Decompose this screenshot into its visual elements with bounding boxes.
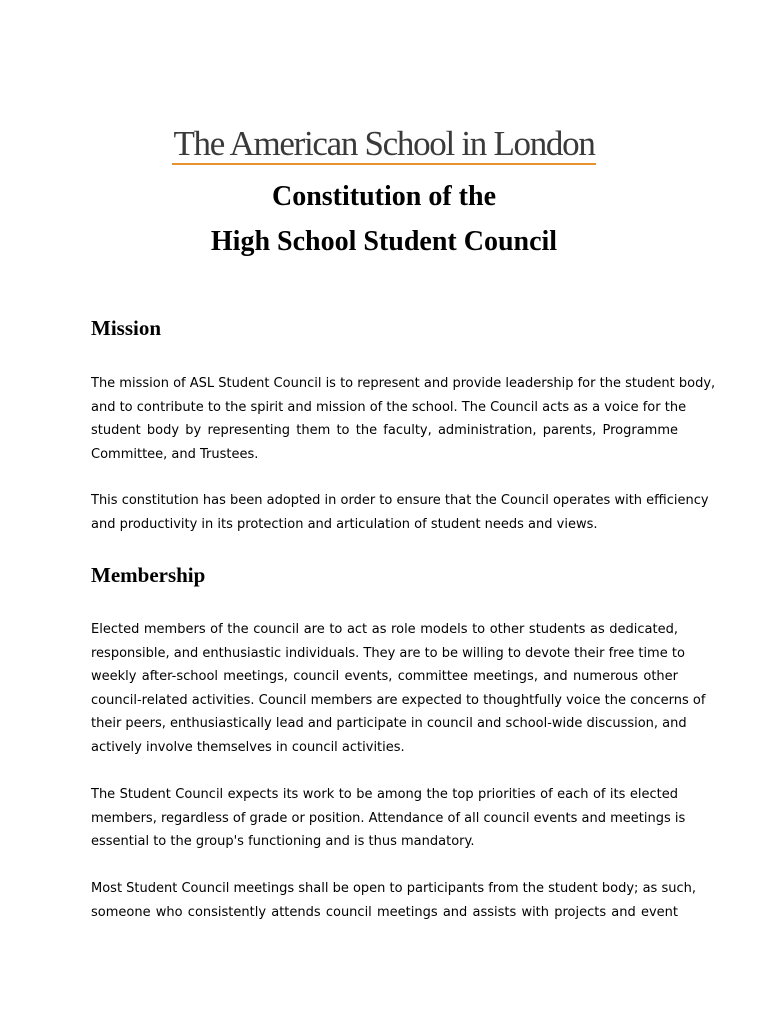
mission-paragraph-2 [91, 489, 709, 536]
text-line: Committee, and Trustees. [91, 446, 259, 462]
mission-heading: Mission [91, 316, 162, 340]
text-line: responsible, and enthusiastic individuals. They are to be willing to devote their free time to [91, 645, 685, 661]
membership-paragraph-1 [91, 618, 706, 759]
document-title-line-2: High School Student Council [210, 226, 558, 257]
text-line: their peers, enthusiastically lead and participate in council and school-wide discussion, and [91, 716, 687, 731]
text-line: someone who consistently attends council meetings and assists with projects and event [91, 904, 678, 920]
text-line: and to contribute to the spirit and mission of the school. The Council acts as a voice for the [91, 399, 687, 415]
text-line: council-related activities. Council members are expected to thoughtfully voice the concerns of [91, 692, 706, 708]
text-line: actively involve themselves in council activities. [91, 739, 405, 755]
text-line: Elected members of the council are to act as role models to other students as dedicated, [91, 622, 678, 637]
text-line: Most Student Council meetings shall be open to participants from the student body; as such, [91, 881, 696, 896]
text-line: weekly after-school meetings, council events, committee meetings, and numerous other [91, 669, 678, 684]
text-line: members, regardless of grade or position. Attendance of all council events and meetings is [91, 810, 686, 826]
text-line: student body by representing them to the faculty, administration, parents, Programme [91, 423, 678, 438]
text-line: The Student Council expects its work to be among the top priorities of each of its elected [91, 787, 678, 802]
logo-underline [172, 163, 596, 165]
membership-paragraph-2 [91, 783, 686, 854]
membership-paragraph-3 [91, 877, 696, 924]
text-line: essential to the group's functioning and is thus mandatory. [91, 834, 475, 849]
text-line: The mission of ASL Student Council is to represent and provide leadership for the student body, [91, 376, 716, 391]
text-line: and productivity in its protection and articulation of student needs and views. [91, 516, 598, 532]
document-title-line-1: Constitution of the [271, 181, 496, 212]
text-line: This constitution has been adopted in order to ensure that the Council operates with efficiency [91, 493, 709, 508]
school-logo: The American School in London [173, 124, 595, 163]
mission-paragraph-1 [91, 372, 716, 466]
membership-heading: Membership [91, 563, 206, 587]
